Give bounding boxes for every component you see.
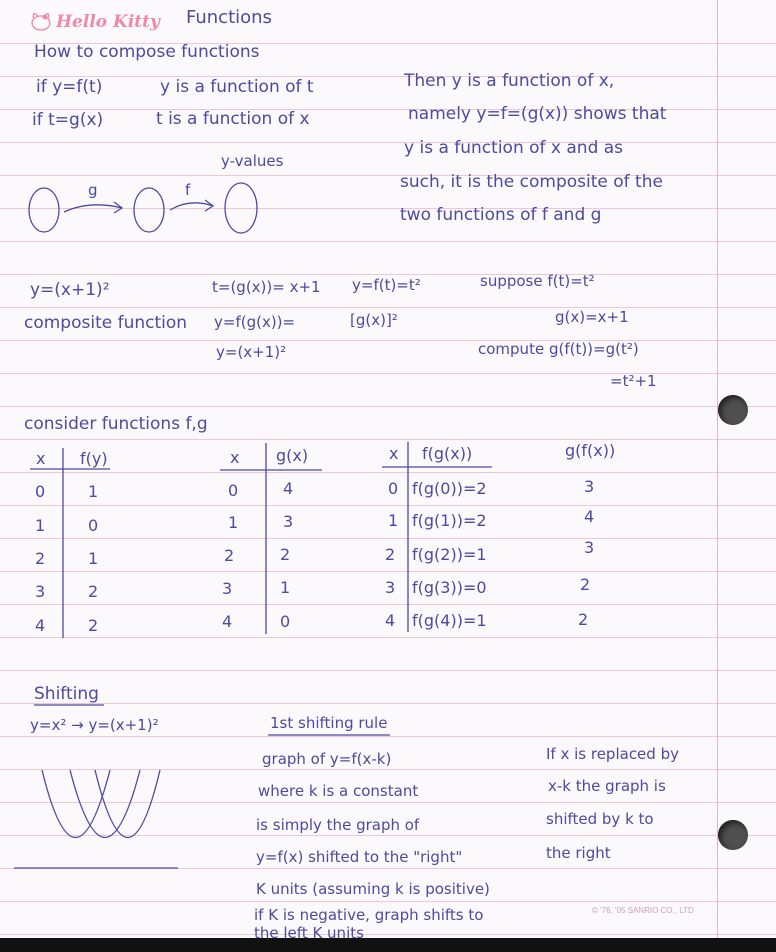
page-title: Functions: [186, 7, 272, 28]
g-table-value: 4: [283, 479, 294, 498]
g-table-value: 1: [280, 578, 291, 597]
copyright-notice: © '76, '05 SANRIO CO., LTD: [592, 906, 694, 915]
fg-table-value: f(g(0))=2: [412, 479, 487, 498]
gf-table-value: 3: [584, 477, 595, 496]
g-table-x: 3: [222, 579, 233, 598]
y-final-equation: y=(x+1)²: [216, 343, 287, 361]
shifting-equation: y=x² → y=(x+1)²: [30, 716, 159, 734]
y-values-label: y-values: [221, 152, 284, 170]
gf-table-value: 2: [580, 575, 591, 594]
g-x-definition: g(x)=x+1: [555, 308, 629, 326]
f-table-header-fy: f(y): [80, 449, 108, 468]
g-table-value: 0: [280, 612, 291, 631]
subtitle: How to compose functions: [34, 42, 260, 62]
rule-line: the left K units: [254, 924, 364, 942]
g-table-header-gx: g(x): [276, 446, 309, 465]
intro-right-line: two functions of f and g: [400, 205, 602, 225]
g-table-x: 2: [224, 546, 235, 565]
f-table-x: 0: [35, 482, 46, 501]
rule-line: where k is a constant: [258, 782, 419, 800]
rule-line: graph of y=f(x-k): [262, 750, 392, 768]
intro-right-line: y is a function of x and as: [404, 138, 624, 158]
fg-table-value: f(g(3))=0: [412, 578, 487, 597]
rule-line: is simply the graph of: [256, 816, 420, 834]
g-table-value: 2: [280, 545, 291, 564]
compute-line: compute g(f(t))=g(t²): [478, 340, 639, 358]
f-table-value: 1: [88, 482, 99, 501]
f-table-value: 2: [88, 616, 99, 635]
arrow-f-label: f: [185, 181, 191, 199]
consider-functions-label: consider functions f,g: [24, 414, 208, 434]
g-table-value: 3: [283, 512, 294, 531]
note-line: the right: [546, 844, 611, 862]
suppose-line: suppose f(t)=t²: [480, 272, 595, 290]
g-table-x: 4: [222, 612, 233, 631]
intermediate-set-oval: [134, 188, 164, 232]
compute-result: =t²+1: [610, 372, 657, 390]
bracket-expression: [g(x)]²: [350, 311, 398, 329]
y-f-g-x-equation: y=f(g(x))=: [214, 313, 296, 331]
f-table-x: 2: [35, 549, 46, 568]
shifting-heading: Shifting: [34, 684, 99, 704]
g-table-x: 1: [228, 513, 239, 532]
intro-right-line: such, it is the composite of the: [400, 172, 663, 192]
gf-table-header: g(f(x)): [565, 441, 616, 460]
fg-table-x: 0: [388, 479, 399, 498]
intro-right-line: Then y is a function of x,: [404, 71, 615, 91]
fg-table-value: f(g(1))=2: [412, 511, 487, 530]
fg-table-x: 2: [385, 545, 396, 564]
fg-table-x: 4: [385, 611, 396, 630]
fg-table-x: 1: [388, 511, 399, 530]
note-line: shifted by k to: [546, 810, 654, 828]
intro-line2-text: t is a function of x: [156, 109, 310, 129]
example-eq: y=(x+1)²: [30, 280, 110, 300]
t-equation: t=(g(x))= x+1: [212, 278, 321, 296]
logo-text: Hello Kitty: [56, 12, 160, 32]
fg-table-value: f(g(2))=1: [412, 545, 487, 564]
gf-table-value: 4: [584, 507, 595, 526]
fg-table-header-fgx: f(g(x)): [422, 444, 473, 463]
rule-line: K units (assuming k is positive): [256, 880, 490, 898]
f-table-x: 3: [35, 582, 46, 601]
g-table-header-x: x: [230, 448, 240, 467]
note-line: x-k the graph is: [548, 777, 666, 795]
f-table-value: 2: [88, 582, 99, 601]
domain-set-oval: [29, 188, 59, 232]
intro-right-line: namely y=f=(g(x)) shows that: [408, 104, 667, 124]
f-table-x: 4: [35, 616, 46, 635]
f-table-value: 1: [88, 549, 99, 568]
parabola-y-x2: [42, 770, 110, 838]
composite-function-label: composite function: [24, 313, 188, 333]
note-line: If x is replaced by: [546, 745, 679, 763]
f-table-x: 1: [35, 516, 46, 535]
g-arrow: [64, 205, 122, 212]
rule-line: if K is negative, graph shifts to: [254, 906, 484, 924]
rule-line: y=f(x) shifted to the "right": [256, 848, 463, 866]
intro-line1-text: y is a function of t: [160, 77, 314, 97]
intro-line2-eq: if t=g(x): [32, 110, 104, 130]
arrow-g-label: g: [88, 181, 98, 199]
range-set-oval: [225, 183, 257, 233]
fg-table-x: 3: [385, 578, 396, 597]
parabola-shifted-2: [95, 770, 160, 838]
f-table-value: 0: [88, 516, 99, 535]
gf-table-value: 3: [584, 538, 595, 557]
g-table-x: 0: [228, 481, 239, 500]
fg-table-value: f(g(4))=1: [412, 611, 487, 630]
intro-line1-eq: if y=f(t): [36, 77, 103, 97]
f-arrowhead: [205, 200, 213, 211]
f-arrow: [170, 203, 213, 210]
f-table-header-x: x: [36, 449, 46, 468]
fg-table-header-x: x: [389, 444, 399, 463]
y-f-t-equation: y=f(t)=t²: [352, 276, 421, 294]
shifting-rule-title: 1st shifting rule: [270, 714, 388, 732]
gf-table-value: 2: [578, 610, 589, 629]
